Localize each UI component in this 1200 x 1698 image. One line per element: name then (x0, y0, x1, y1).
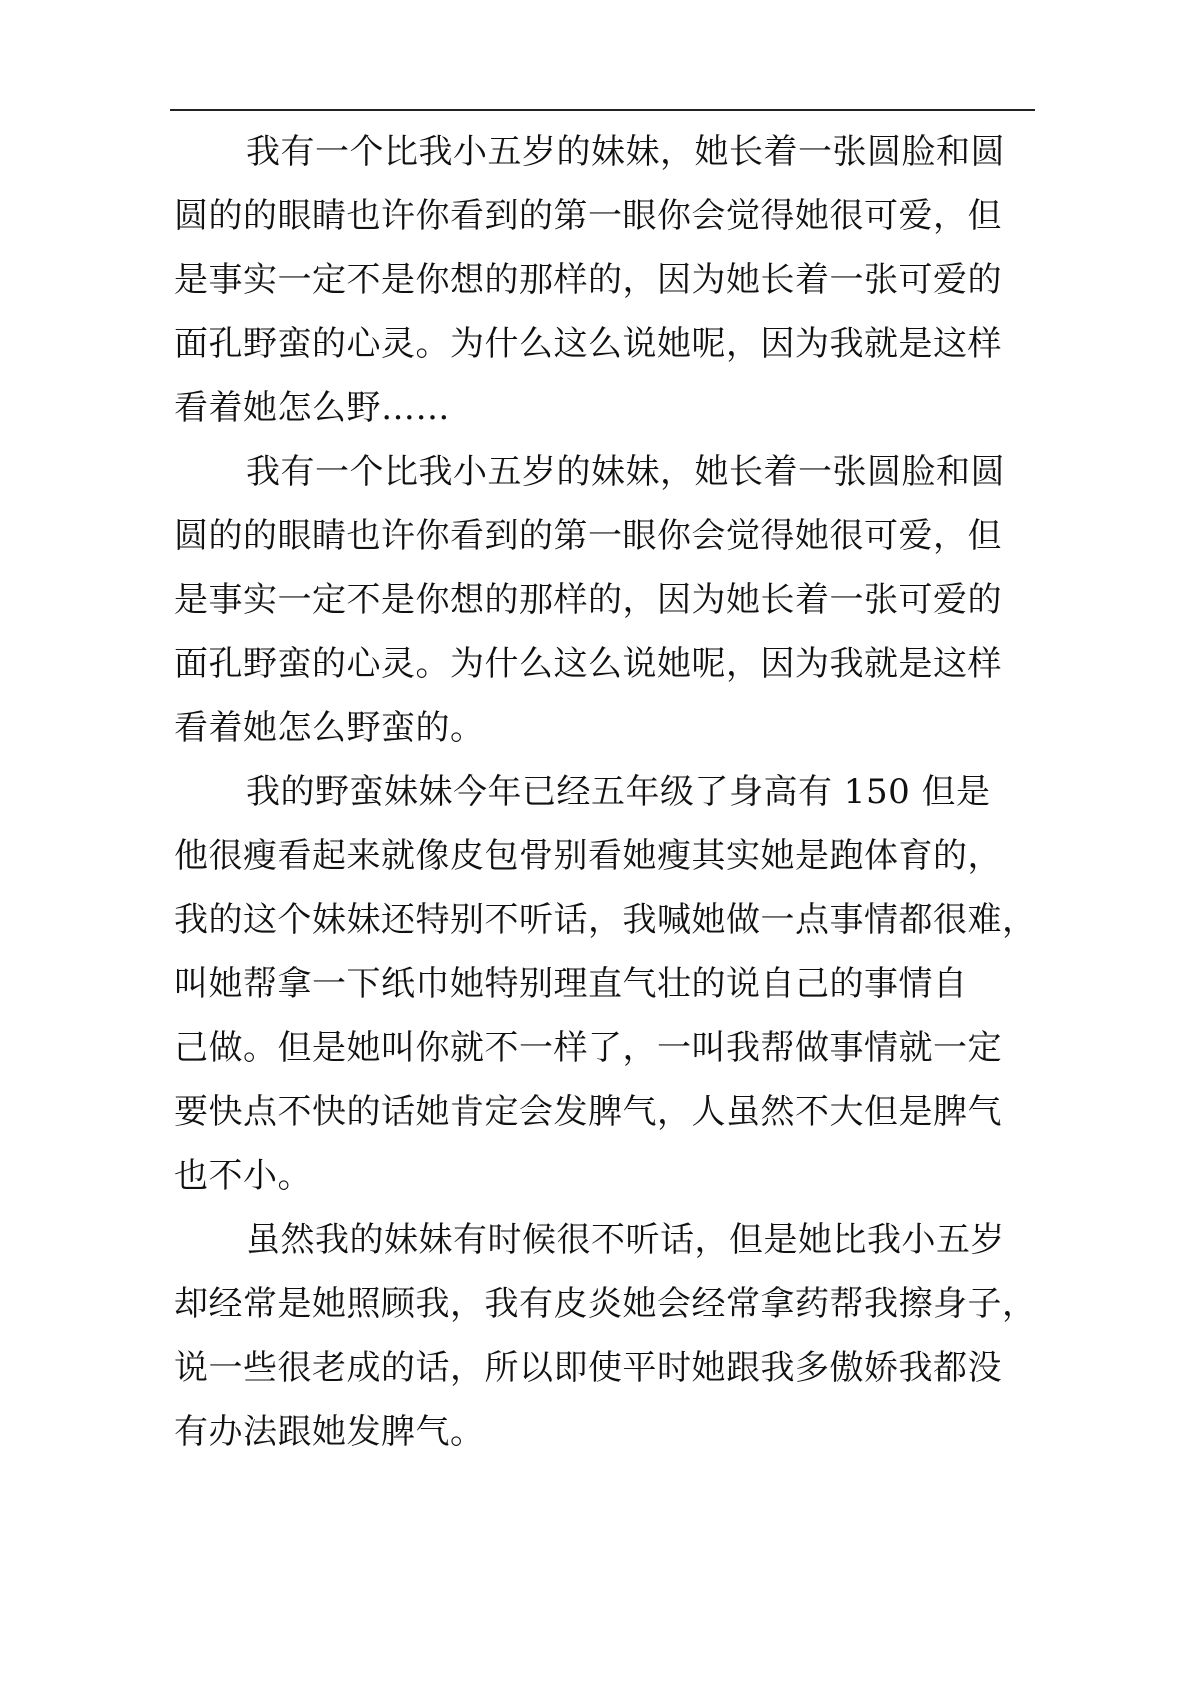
header-rule (170, 109, 1035, 111)
text-line: 也不小。 (174, 1156, 312, 1196)
text-line: 己做。但是她叫你就不一样了，一叫我帮做事情就一定 (174, 1028, 1002, 1068)
paragraph-2 (174, 440, 1050, 760)
text-line: 我有一个比我小五岁的妹妹，她长着一张圆脸和圆 (246, 132, 1005, 172)
text-line: 我的野蛮妹妹今年已经五年级了身高有 150 但是 (246, 772, 991, 812)
text-line: 圆的的眼睛也许你看到的第一眼你会觉得她很可爱，但 (174, 516, 1002, 556)
text-line: 叫她帮拿一下纸巾她特别理直气壮的说自己的事情自 (174, 964, 968, 1004)
text-line: 我有一个比我小五岁的妹妹，她长着一张圆脸和圆 (246, 452, 1005, 492)
text-line: 有办法跟她发脾气。 (174, 1412, 485, 1452)
text-line: 看着她怎么野…… (174, 388, 450, 428)
text-line: 却经常是她照顾我，我有皮炎她会经常拿药帮我擦身子， (174, 1284, 1037, 1324)
text-line: 圆的的眼睛也许你看到的第一眼你会觉得她很可爱，但 (174, 196, 1002, 236)
paragraph-1 (174, 120, 1050, 440)
paragraph-3 (174, 760, 1050, 1208)
text-line: 说一些很老成的话，所以即使平时她跟我多傲娇我都没 (174, 1348, 1002, 1388)
text-line: 看着她怎么野蛮的。 (174, 708, 485, 748)
text-line: 面孔野蛮的心灵。为什么这么说她呢，因为我就是这样 (174, 644, 1002, 684)
paragraph-4 (174, 1208, 1050, 1464)
text-line: 面孔野蛮的心灵。为什么这么说她呢，因为我就是这样 (174, 324, 1002, 364)
text-line: 是事实一定不是你想的那样的，因为她长着一张可爱的 (174, 580, 1002, 620)
text-line: 我的这个妹妹还特别不听话，我喊她做一点事情都很难， (174, 900, 1037, 940)
text-line: 虽然我的妹妹有时候很不听话，但是她比我小五岁 (246, 1220, 1005, 1260)
text-line: 是事实一定不是你想的那样的，因为她长着一张可爱的 (174, 260, 1002, 300)
text-line: 他很瘦看起来就像皮包骨别看她瘦其实她是跑体育的， (174, 836, 1002, 876)
document-body (174, 120, 1050, 1464)
text-line: 要快点不快的话她肯定会发脾气，人虽然不大但是脾气 (174, 1092, 1002, 1132)
